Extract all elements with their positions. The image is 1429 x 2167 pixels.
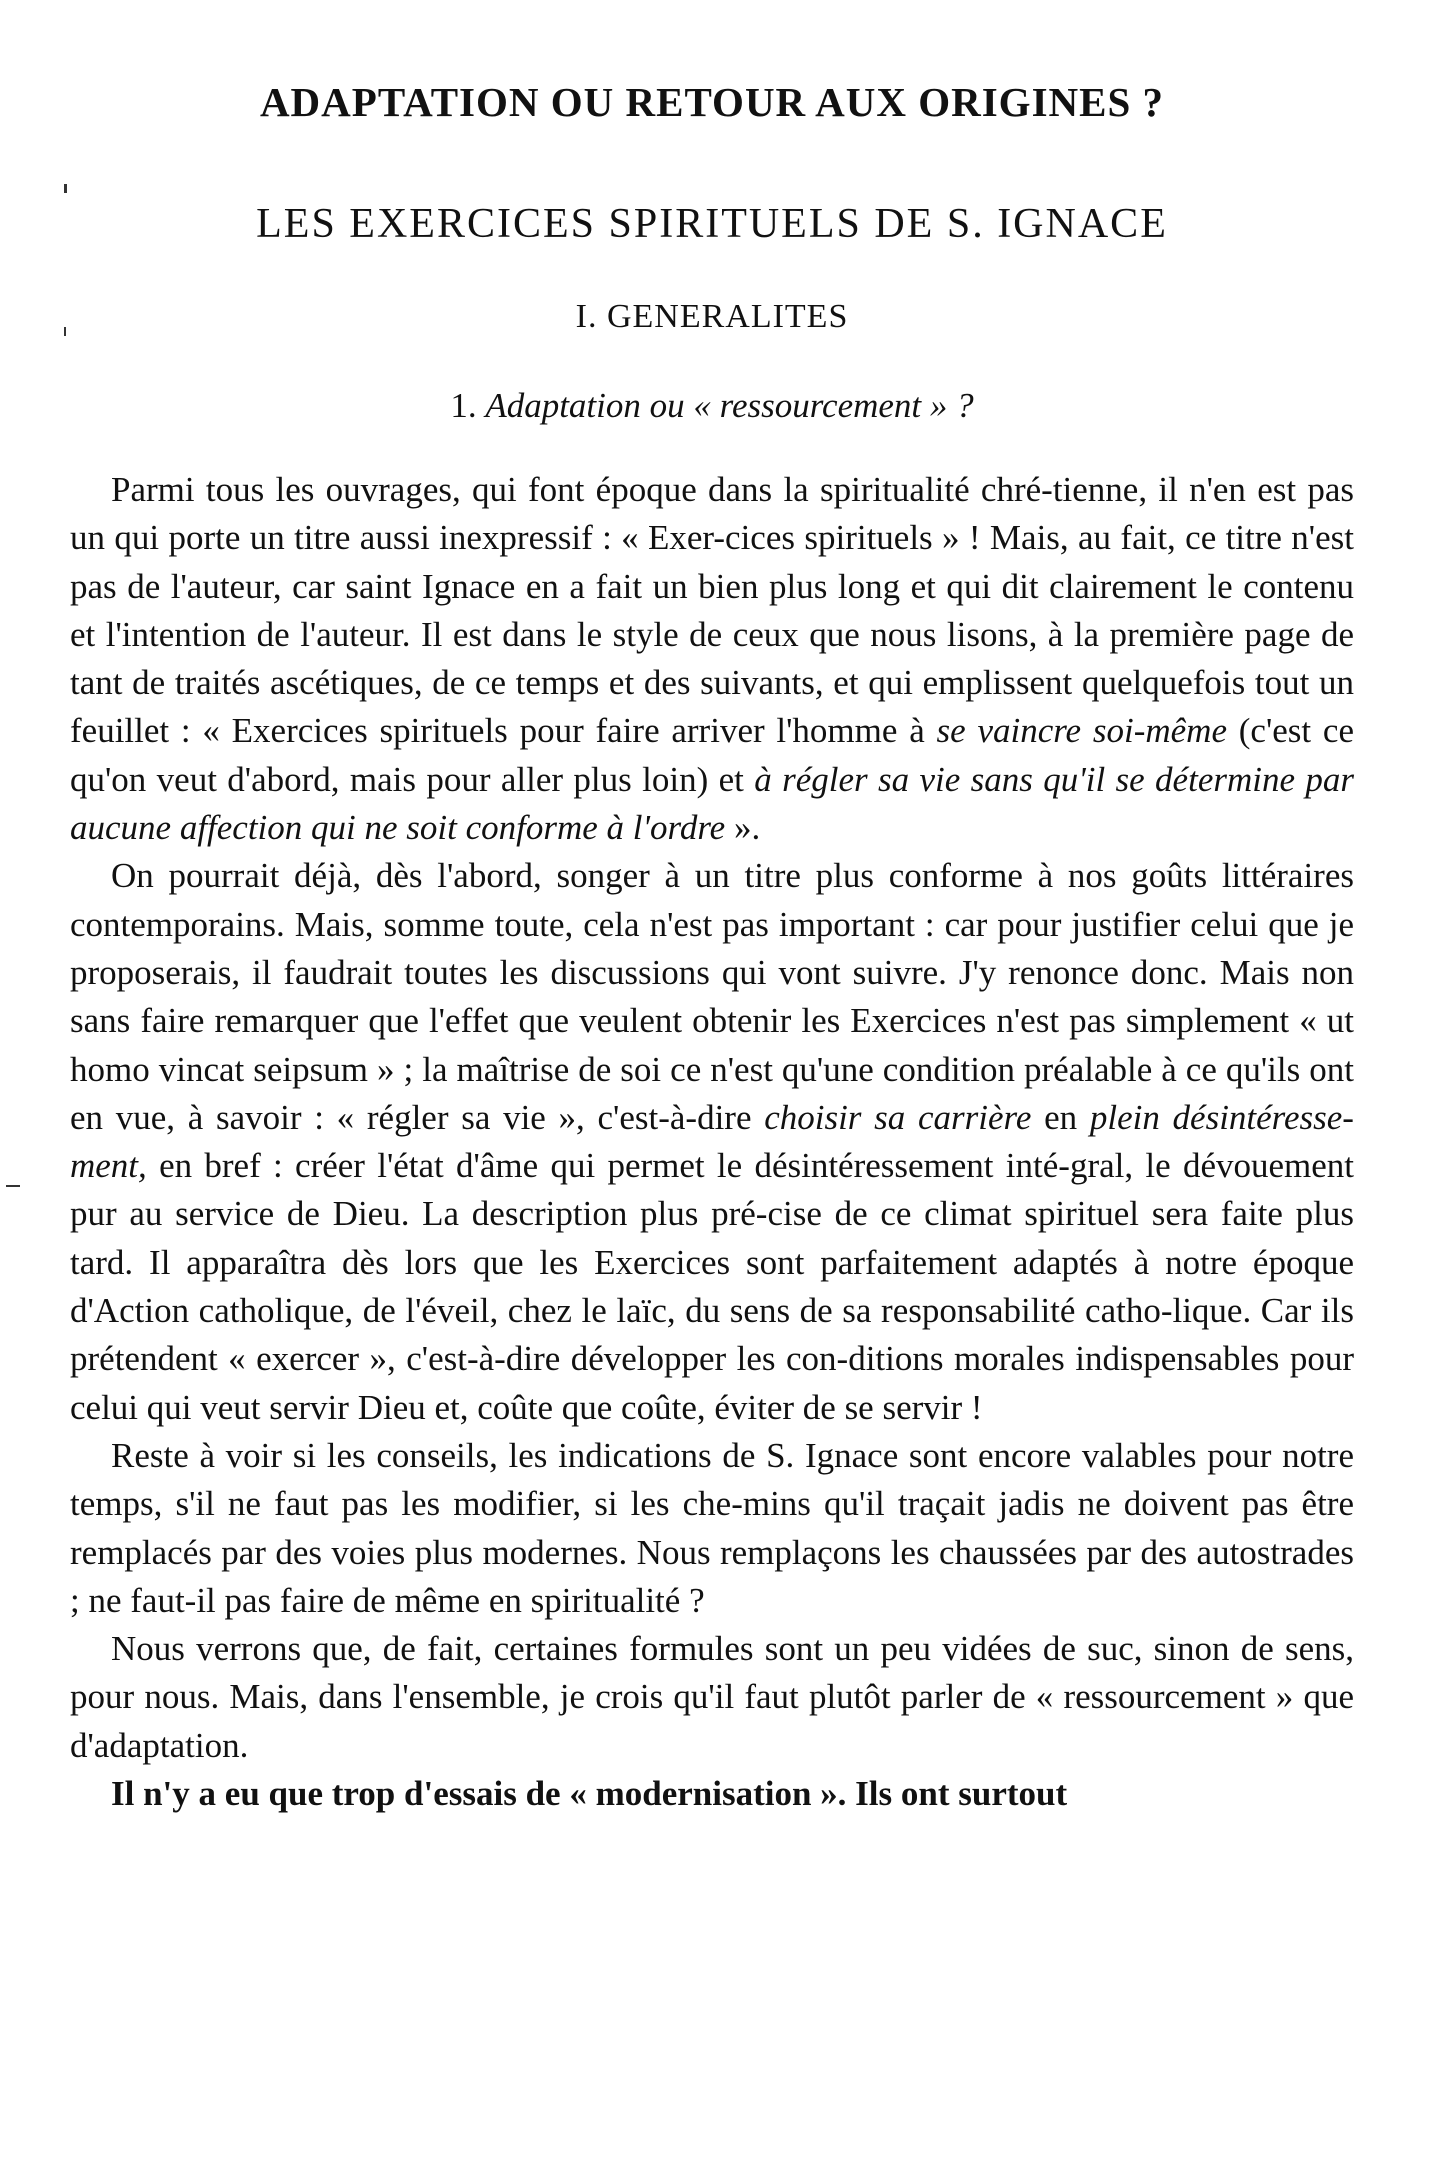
paragraph-5: Il n'y a eu que trop d'essais de « modernisation ». Ils ont surtout [111,1774,1068,1814]
paragraph-1-text-c: ». [725,808,761,848]
paragraph-1-text-a: Parmi tous les ouvrages, qui font époque dans la spiritualité chré-tienne, il n'en est pas un qui porte un titre aussi inexpressif : « Exer-cices spirituels » ! Mais, au fait, ce titre n'est pas de l'auteur, car saint Ignace en a fait un bien plus long et qui dit clairement le contenu et l'intention de l'auteur. Il est dans le style de ceux que nous lisons, à la première page de tant de traités ascétiques, de ce temps et des suivants, et qui emplissent quelquefois tout un feuillet : « Exercices spirituels pour faire arriver l'homme à [70,470,1354,751]
paragraph-3: Reste à voir si les conseils, les indications de S. Ignace sont encore valables pour notre temps, s'il ne faut pas les modifier, si les che-mins qu'il traçait jadis ne doivent pas être remplacés par des voies plus modernes. Nous remplaçons les chaussées par des autostrades ; ne faut-il pas faire de même en spiritualité ? [70,1435,1354,1620]
paragraph-2-italic-a: choisir sa carrière [764,1097,1032,1137]
article-subtitle: LES EXERCICES SPIRITUELS DE S. IGNACE [256,201,1168,247]
document-page [70,0,1354,2167]
scan-speck [64,327,66,336]
paragraph-2-text-b: en [1031,1097,1090,1137]
paragraph-1 [70,466,1354,852]
scan-speck [6,1185,20,1187]
body-text [70,466,1354,1818]
paragraph-2 [70,852,1354,1432]
subsection-title: Adaptation ou « ressourcement » ? [485,386,974,425]
paragraph-1-italic-b: à régler sa vie sans qu'il se détermine par aucune affection qui ne soit conforme à l'ordre [70,759,1354,848]
scan-speck [64,184,67,193]
paragraph-2-italic-b: plein désintéresse-ment, [70,1097,1354,1186]
paragraph-4: Nous verrons que, de fait, certaines formules sont un peu vidées de suc, sinon de sens, pour nous. Mais, dans l'ensemble, je crois qu'il faut plutôt parler de « ressourcement » que d'adaptation. [70,1629,1354,1765]
paragraph-2-text-c: en bref : créer l'état d'âme qui permet le désintéressement inté-gral, le dévouement pur au service de Dieu. La description plus pré-cise de ce climat spirituel sera faite plus tard. Il apparaîtra dès lors que les Exercices sont parfaitement adaptés à notre époque d'Action catholique, de l'éveil, chez le laïc, du sens de sa responsabilité catho-lique. Car ils prétendent « exercer », c'est-à-dire développer les con-ditions morales indispensables pour celui qui veut servir Dieu et, coûte que coûte, éviter de se servir ! [70,1146,1354,1427]
subsection-heading [70,386,1354,426]
section-heading: I. GENERALITES [575,298,849,335]
paragraph-1-text-b: (c'est ce qu'on veut d'abord, mais pour aller plus loin) et [70,711,1354,799]
article-title: ADAPTATION OU RETOUR AUX ORIGINES ? [259,79,1165,125]
paragraph-1-italic-a: se vaincre soi-même [936,711,1227,751]
subsection-number: 1. [450,386,477,425]
paragraph-2-text-a: On pourrait déjà, dès l'abord, songer à un titre plus conforme à nos goûts littéraires contemporains. Mais, somme toute, cela n'est pas important : car pour justifier celui que je proposerais, il faudrait toutes les discussions qui vont suivre. J'y renonce donc. Mais non sans faire remarquer que l'effet que veulent obtenir les Exercices n'est pas simplement « ut homo vincat seipsum » ; la maîtrise de soi ce n'est qu'une condition préalable à ce qu'ils ont en vue, à savoir : « régler sa vie », c'est-à-dire [70,856,1354,1137]
